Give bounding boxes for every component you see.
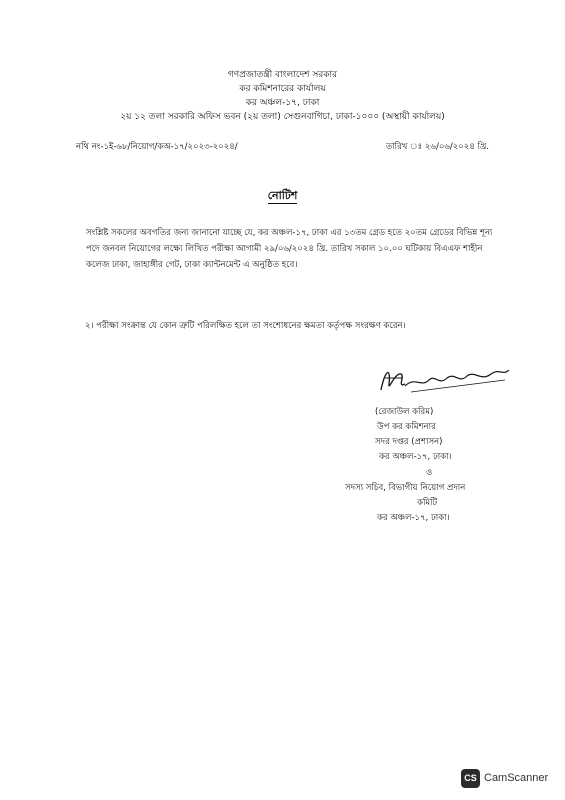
memo-number: নথি নং-১ই-৬৮/নিয়োগ/কঅ-১৭/২০২৩-২০২৪/ — [76, 142, 238, 152]
signatory-zone-2: কর অঞ্চল-১৭, ঢাকা। — [377, 513, 450, 523]
notice-paragraph-2: ২। পরীক্ষা সংক্রান্ত যে কোন ত্রুটি পরিলক্ষিত হলে তা সংশোধনের ক্ষমতা কর্তৃপক্ষ সংরক্ষণ করেন। — [85, 321, 406, 331]
notice-title — [0, 187, 565, 206]
header-govt: গণপ্রজাতন্ত্রী বাংলাদেশ সরকার — [227, 70, 338, 80]
signatory-committee: কমিটি — [417, 498, 438, 508]
header-address: ২য় ১২ তলা সরকারি অফিস ভবন (২য় তলা) সেগুনবাগিচা, ঢাকা-১০০০ (অস্থায়ী কার্যালয়) — [120, 112, 445, 122]
camscanner-watermark — [461, 768, 548, 788]
signatory-zone: কর অঞ্চল-১৭, ঢাকা। — [379, 452, 452, 462]
header-office: কর কমিশনারের কার্যালয় — [239, 84, 326, 94]
signatory-office: সদর দপ্তর (প্রশাসন) — [375, 437, 443, 447]
signatory-name: (রেজাউল করিম) — [375, 407, 434, 417]
notice-date: তারিখ ঃ ২৬/০৬/২০২৪ খ্রি. — [385, 142, 489, 152]
header-zone: কর অঞ্চল-১৭, ঢাকা — [245, 98, 320, 108]
handwritten-signature — [375, 362, 515, 398]
notice-paragraph-1: সংশ্লিষ্ট সকলের অবগতির জন্য জানানো যাচ্ছে যে, কর অঞ্চল-১৭, ঢাকা এর ১৩তম গ্রেড হতে ২০তম গ্রেডের বিভিন্ন শূন্য পদে জনবল নিয়োগের লক্ষ্যে লিখিত পরীক্ষা আগামী ২৯/০৬/২০২৪ খ্রি. তারিখ সকাল ১০.০০ ঘটিকায় বিএএফ শাহীন কলেজ ঢাকা, জাহাঙ্গীর গেট, ঢাকা ক্যান্টনমেন্ট এ অনুষ্ঠিত হবে। — [86, 228, 493, 270]
signatory-and: ও — [426, 468, 433, 478]
camscanner-text: CamScanner — [484, 772, 549, 784]
signatory-designation: উপ কর কমিশনার — [377, 422, 436, 432]
signatory-role: সদস্য সচিব, বিভাগীয় নিয়োগ প্রদান — [345, 483, 466, 493]
camscanner-logo-icon: CS — [461, 769, 480, 788]
notice-title-text: নোটিশ — [267, 189, 298, 202]
